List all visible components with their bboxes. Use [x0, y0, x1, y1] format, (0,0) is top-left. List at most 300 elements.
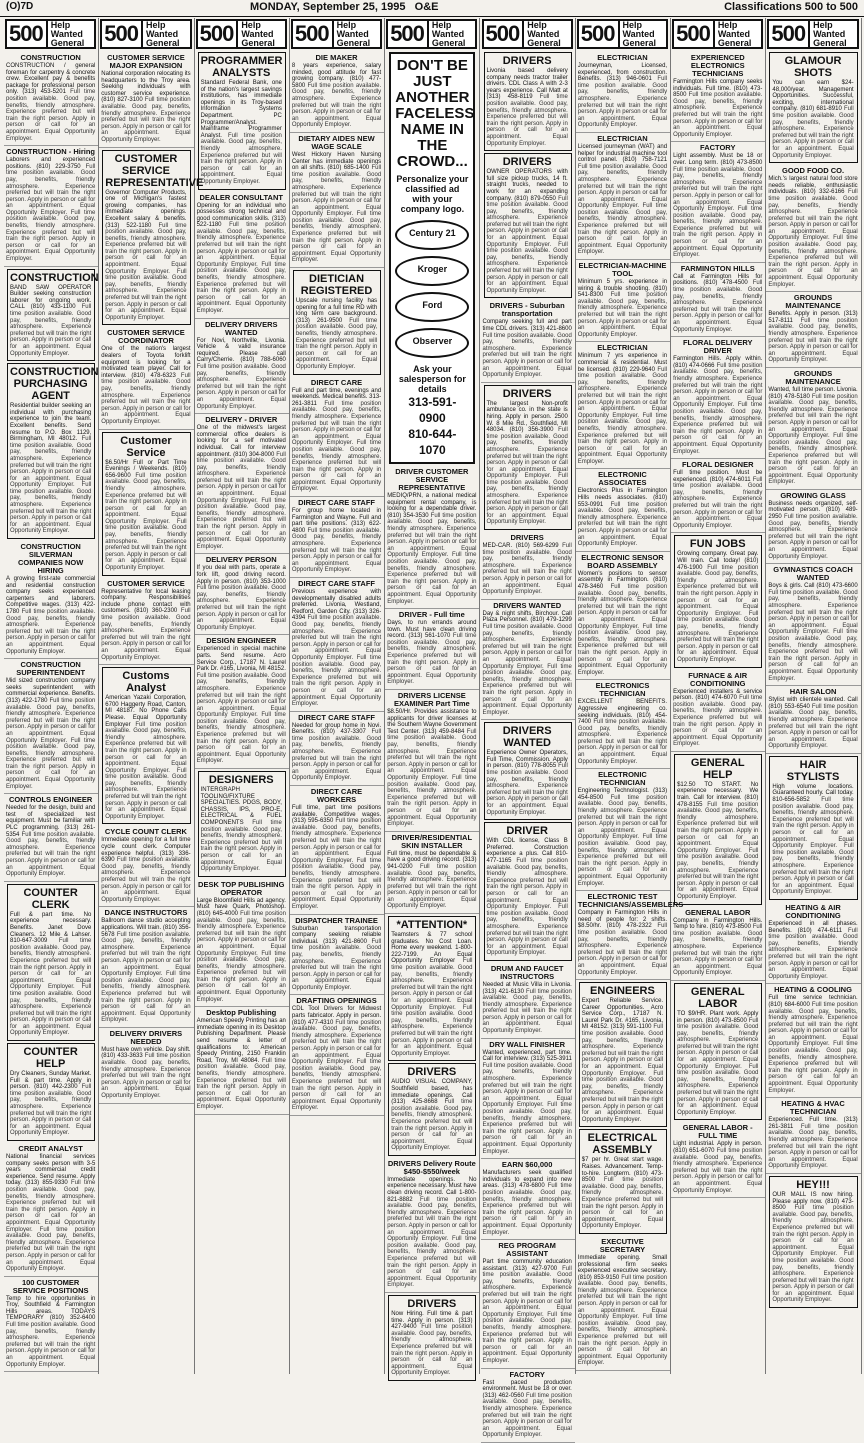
ad-body-continued: Full time position available. Good pay, benefits, friendly atmosphere. Experience preferred but will train the right person. Apply in person or call for an appointment. Equal Opportunity Employer. — [101, 608, 191, 661]
ad-body: Days, to run errands around town. Must have clean driving record. (313) 561-1070 — [387, 620, 477, 640]
ad-body: OWNER OPERATORS with full size pickup trucks, 14 ft. straight trucks, needed to work for an expanding company. (810) 879-0550 — [486, 169, 568, 202]
classified-ad — [671, 52, 765, 142]
section-banner — [386, 19, 477, 49]
ad-body: Company in Farmington Hills in need of people for: 2 shifts. $8.50/hr. (810) 478-2322 — [577, 910, 668, 930]
ad-body-continued: Full time position available. Good pay, benefits, friendly atmosphere. Experience preferred but will train the right person. Apply in person or call for an appointment. Equal Opportunity Employer. — [577, 292, 668, 338]
ad-body-continued: Full time position available. Good pay, benefits, friendly atmosphere. Experience preferred but will train the right person. Apply in person or call for an appointment. Equal Opportunity Employer. — [10, 1084, 92, 1137]
ad-heading: DRIVERS — [502, 55, 552, 67]
ad-body-continued: Full time position available. Good pay, benefits, friendly atmosphere. Experience preferred but will train the right person. Apply in person or call for an appointment. Equal Opportunity Employer. Full time position available. Good pay, benefits, friendly atmosphere. Experience preferred but will train the right person. Apply in person or call for an appointment. Equal Opportunity Employer. — [677, 801, 759, 900]
ad-body: High volume locations. Guaranteed hourly. Call today. 810-656-5852 — [772, 783, 854, 804]
ad-body-continued: Full time position available. Good pay, benefits, friendly atmosphere. Experience preferred but will train the right person. Apply in person or call for an appointment. Equal Opportunity Employer. Full time position available. Good pay, benefits, friendly atmosphere. Experience preferred but will train the right person. Apply in person or call for an appointment. Equal Opportunity Employer. — [196, 451, 286, 550]
ad-heading: DIRECT CARE — [310, 377, 363, 387]
ad-heading: FACTORY — [700, 143, 736, 153]
classified-ad — [388, 1295, 476, 1381]
classified-ad — [674, 754, 762, 905]
ad-body-continued: Full time position available. Good pay, benefits, friendly atmosphere. Experience preferred but will train the right person. Apply in person or call for an appointment. Equal Opportunity Employer. — [482, 1392, 572, 1439]
classified-ad — [576, 52, 670, 133]
ad-body-continued: Full time position available. Good pay, benefits, friendly atmosphere. Experience preferred but will train the right person. Apply in person or call for an appointment. Equal Opportunity Employer. — [291, 729, 382, 782]
ad-body-continued: Full time position available. Good pay, benefits, friendly atmosphere. Experience preferred but will train the right person. Apply in person or call for an appointment. Equal Opportunity Employer. — [482, 988, 572, 1035]
ad-body: Ballroom dance studio accepting applications. Will train. (810) 356-5678 — [101, 918, 191, 938]
ad-heading: DELIVERY DRIVERS WANTED — [204, 319, 278, 337]
ad-heading: DELIVERY DRIVERS NEEDED — [109, 1028, 183, 1046]
classified-ad — [481, 1039, 575, 1160]
classified-ad — [290, 377, 384, 498]
ad-heading: CYCLE COUNT CLERK — [104, 827, 187, 837]
column-9 — [766, 18, 861, 1374]
ad-body-continued: Full time position available. Good pay, benefits, friendly atmosphere. Experience preferred but will train the right person. Apply in person or call for an appointment. Equal Opportunity Employer. — [673, 92, 763, 138]
masthead — [0, 0, 864, 17]
ad-body: Electronics Plus in Farmington Hills needs associates. (810) 553-0991 — [577, 488, 668, 508]
company-logo: Century 21 — [395, 220, 469, 250]
ad-body-continued: Full time position available. Good pay, benefits, friendly atmosphere. Experience preferred but will train the right person. Apply in person or call for an appointment. Equal Opportunity Employer. Full time position available. Good pay, benefits, friendly atmosphere. Experience preferred but will train the right person. Apply in person or call for an appointment. Equal Opportunity Employer. — [673, 166, 763, 259]
banner-label: Help Wanted General — [522, 21, 571, 48]
ad-heading: DRY WALL FINISHER — [489, 1039, 565, 1049]
ad-body-continued: Full time position available. Good pay, benefits, friendly atmosphere. Experience preferred but will train the right person. Apply in person or call for an appointment. Equal Opportunity Employer. Full time position available. Good pay, benefits, friendly atmosphere. Experience preferred but will train the right person. Apply in person or call for an appointment. Equal Opportunity Employer. — [291, 400, 382, 493]
ad-body: Stylist with clientele wanted. Call (810) 553-6540 — [768, 697, 858, 710]
ad-heading: DRIVERS — [407, 1066, 457, 1079]
classified-ad — [576, 552, 670, 681]
promo-headline: DON'T BE JUST ANOTHER FACELESS NAME IN THE CROWD... — [395, 57, 475, 170]
ad-body-continued: Full time position available. Good pay, benefits, friendly atmosphere. Experience preferred but will train the right person. Apply in person or call for an appointment. Equal Opportunity Employer. — [772, 106, 854, 159]
classified-ad — [576, 680, 670, 769]
ad-heading: DRIVER - Full time — [398, 610, 465, 620]
ad-body: Farmington Hills company seeks individuals. Full time. (810) 473-8500 — [673, 79, 763, 99]
page-date: MONDAY, September 25, 1995 O&E — [250, 1, 439, 13]
ad-body: Experienced. Full time. (313) 261-3811 — [768, 1117, 858, 1130]
ad-heading: CONSTRUCTION SILVERMAN COMPANIES NOW HIRING — [18, 542, 84, 576]
ad-body-continued: Full time position available. Good pay, benefits, friendly atmosphere. Experience preferred but will train the right person. Apply in person or call for an appointment. Equal Opportunity Employer. Full time position available. Good pay, benefits, friendly atmosphere. Experience preferred but will train the right person. Apply in person or call for an appointment. Equal Opportunity Employer. — [677, 1017, 759, 1116]
classified-ad — [579, 982, 667, 1127]
ad-heading: ENGINEERS — [590, 985, 655, 998]
ad-body: $12.50 TO START. No experience necessary. We train. Call for interview. (810) 478-8155 — [677, 781, 759, 808]
ad-heading: GROWING GLASS — [780, 490, 846, 500]
ad-body-continued: Full time position available. Good pay, benefits, friendly atmosphere. Experience preferred but will train the right person. Apply in person or call for an appointment. Equal Opportunity Employer. Full time position available. Good pay, benefits, friendly atmosphere. Experience preferred but will train the right person. Apply in person or call for an appointment. Equal Opportunity Employer. — [10, 938, 92, 1037]
ad-heading: ELECTRICAL ASSEMBLY — [587, 1132, 658, 1157]
ad-heading: FARMINGTON HILLS — [680, 263, 755, 273]
classified-ad — [484, 722, 572, 820]
ad-heading: GROUNDS MAINTENANCE — [785, 293, 841, 311]
ad-body-continued: Full time position available. Good pay, benefits, friendly atmosphere. Experience preferred but will train the right person. Apply in person or call for an appointment. Equal Opportunity Employer. Full time position available. Good pay, benefits, friendly atmosphere. Experience preferred but will train the right person. Apply in person or call for an appointment. Equal Opportunity Employer. — [387, 728, 477, 828]
ad-heading: ELECTRONIC TECHNICIAN — [598, 770, 647, 788]
ad-body: Farmington Hills. Apply within. (810) 474-0666 — [673, 356, 763, 369]
ad-body-continued: Full time position available. Good pay, benefits, friendly atmosphere. Experience preferred but will train the right person. Apply in person or call for an appointment. Equal Opportunity Employer. — [482, 1183, 572, 1236]
classified-ad — [388, 1063, 476, 1156]
ad-body: $8.50/Hr. Provides assistance to applicants for driver licenses at the Southern Wayne Government Test Center. (313) 459-8484 — [387, 709, 477, 735]
ad-body: CONSTRUCTION / general foreman for carpentry & concrete crew. Excellent pay & benefits package for professional person only. (313) 453-5201 — [6, 63, 96, 96]
ad-body-continued: Full time position available. Good pay, benefits, friendly atmosphere. Experience preferred but will train the right person. Apply in person or call for an appointment. Equal Opportunity Employer. Full time position available. Good pay, benefits, friendly atmosphere. Experience preferred but will train the right person. Apply in person or call for an appointment. Equal Opportunity Employer. — [577, 584, 668, 676]
ad-body: Teamsters & 77 school graduates. No Cost Loan. Home every weekend. 1-800-222-7199. An Equal Opportunity Employer — [391, 932, 473, 965]
ad-body-continued: Full time position available. Good pay, benefits, friendly atmosphere. Experience preferred but will train the right person. Apply in person or call for an appointment. Equal Opportunity Employer. — [768, 514, 858, 560]
classified-ad — [195, 192, 289, 319]
banner-number: 500 — [9, 21, 43, 46]
ad-heading: GENERAL HELP — [690, 756, 745, 781]
classified-ad — [198, 771, 286, 877]
classified-ad — [576, 769, 670, 891]
ad-body-continued: Full time position available. Good pay, benefits, friendly atmosphere. Experience preferred but will train the right person. Apply in person or call for an appointment. Equal Opportunity Employer. — [482, 332, 572, 379]
ad-body: Upscale nursing facility has opening for a full time RD with long term care background. (313) 261-9500 — [295, 298, 378, 324]
classified-ad — [769, 756, 857, 900]
ad-body: If you deal with parts, operate a fork lift, good driving record. Apply in person. (810) 353-1000 — [196, 565, 286, 585]
classified-ad — [99, 578, 193, 666]
ad-body-continued: Full time position available. Good pay, benefits, friendly atmosphere. Experience preferred but will train the right person. Apply in person or call for an appointment. Equal Opportunity Employer. Full time position available. Good pay, benefits, friendly atmosphere. Experience preferred but will train the right person. Apply in person or call for an appointment. Equal Opportunity Employer. — [196, 672, 286, 765]
ad-body-continued: Full time position available. Good pay, benefits, friendly atmosphere. Experience preferred but will train the right person. Apply in person or call for an appointment. Equal Opportunity Employer. Full time position available. Good pay, benefits, friendly atmosphere. Experience preferred but will train the right person. Apply in person or call for an appointment. Equal Opportunity Employer. — [387, 1196, 477, 1289]
ad-heading: HAIR STYLISTS — [786, 758, 840, 783]
classified-ad — [766, 564, 860, 686]
classified-ad — [195, 635, 289, 769]
ad-body-continued: Full time position available. Good pay, benefits, friendly atmosphere. Experience preferred but will train the right person. Apply in person or call for an appointment. Equal Opportunity Employer. Full time position available. Good pay, benefits, friendly atmosphere. Experience preferred but will train the right person. Apply in person or call for an appointment. Equal Opportunity Employer. — [677, 564, 759, 663]
banner-label: Help Wanted General — [236, 21, 285, 48]
ad-body: Engineering Technologist. (313) 454-8500 — [577, 788, 668, 801]
ad-body: Expert Reliable Service. Career Opportunities. Acro Service Corp., 17187 N. Laurel Park Dr. #165, Livonia, MI 48152. (313) 591-1100 — [581, 998, 664, 1031]
banner-label: Help Wanted General — [808, 21, 857, 48]
ad-body: One of the midwest's largest commercial office dealers is looking for a self motivated individual. Call for interview appointment. (810) 304-8000 — [196, 425, 286, 458]
classified-ad — [671, 670, 765, 752]
ad-body-continued: Full time position available. Good pay, benefits, friendly atmosphere. Experience preferred but will train the right person. Apply in person or call for an appointment. Equal Opportunity Employer. — [577, 76, 668, 129]
ad-body: Full time service technician. (810) 684-6000 — [768, 995, 858, 1008]
ad-heading: CONSTRUCTION SUPERINTENDENT — [16, 660, 86, 678]
ad-heading: DESIGN ENGINEER — [206, 636, 277, 646]
ad-body: Standard Federal Bank, one of the nation's largest savings institutions, has immediate openings in its Troy-based Information Systems Department. PC Programmer/Analyst. Mainframe Programmer Analyst. — [200, 80, 282, 139]
ad-body-continued: Full time position available. Good pay, benefits, friendly atmosphere. Experience preferred but will train the right person. Apply in person or call for an appointment. Equal Opportunity Employer. Full time position available. Good pay, benefits, friendly atmosphere. Experience preferred but will train the right person. Apply in person or call for an appointment. Equal Opportunity Employer. — [768, 393, 858, 486]
ad-body: Boys & girls. Call (810) 473-6600 — [768, 583, 858, 590]
classified-ad — [671, 459, 765, 533]
classified-ad — [7, 269, 99, 362]
ad-body-continued: Full time position available. Good pay, benefits, friendly atmosphere. Experience preferred but will train the right person. Apply in person or call for an appointment. Equal Opportunity Employer. Full time position available. Good pay, benefits, friendly atmosphere. Experience preferred but will train the right person. Apply in person or call for an appointment. Equal Opportunity Employer. — [105, 472, 187, 572]
section-banner — [577, 19, 668, 49]
classified-ad — [99, 826, 193, 907]
ad-body: Full and part time, evenings and weekends. Medical benefits. 313-261-3811 — [291, 387, 382, 407]
ad-body-continued: Full time position available. Good pay, benefits, friendly atmosphere. Experience preferred but will train the right person. Apply in person or call for an appointment. Equal Opportunity Employer. — [6, 89, 96, 142]
classified-ad — [4, 1277, 98, 1373]
ad-heading: CONTROLS ENGINEER — [8, 795, 93, 805]
classified-ad — [484, 52, 572, 151]
ad-heading: CONSTRUCTION - Hiring — [6, 147, 96, 157]
banner-label: Help Wanted General — [332, 21, 381, 48]
ad-body-continued: Full time position available. Good pay, benefits, friendly atmosphere. Experience preferred but will train the right person. Apply in person or call for an appointment. Equal Opportunity Employer. — [101, 97, 191, 143]
ad-heading: Customs Analyst — [122, 670, 170, 695]
ad-heading: CONSTRUCTION — [10, 271, 99, 284]
ad-body-continued: Full time position available. Good pay, benefits, friendly atmosphere. Experience preferred but will train the right person. Apply in person or call for an appointment. Equal Opportunity Employer. Full time position available. Good pay, benefits, friendly atmosphere. Experience preferred but will train the right person. Apply in person or call for an appointment. Equal Opportunity Employer. — [291, 818, 382, 910]
ad-body: Previous experience with developmentally disabled adults preferred. Livonia, Westland, Redford, Garden City. (313) 326-4394 — [291, 589, 382, 622]
ad-heading: DRIVERS LICENSE EXAMINER Part Time — [393, 691, 470, 709]
ad-body: A growing first-rate commercial and residential construction company seeks experienced carpenters and laborers. Competitive wages. (313) 422-1780 — [6, 576, 96, 615]
ad-heading: DIETARY AIDES NEW WAGE SCALE — [298, 133, 375, 151]
ad-body-continued: Full time position available. Good pay, benefits, friendly atmosphere. Experience preferred but will train the right person. Apply in person or call for an appointment. Equal Opportunity Employer. — [101, 857, 191, 903]
ad-body-continued: Full time position available. Good pay, benefits, friendly atmosphere. Experience preferred but will train the right person. Apply in person or call for an appointment. Equal Opportunity Employer. Full time position available. Good pay, benefits, friendly atmosphere. Experience preferred but will train the right person. Apply in person or call for an appointment. Equal Opportunity Employer. — [581, 1024, 664, 1123]
ad-heading: ELECTRICIAN — [597, 343, 648, 353]
ad-body: Company in Farmington Hills. Temp to hire. (810) 473-8500 — [673, 917, 763, 931]
ad-body-continued: Full time position available. Good pay, benefits, friendly atmosphere. Experience preferred but will train the right person. Apply in person or call for an appointment. Equal Opportunity Employer. Full time position available. Good pay, benefits, friendly atmosphere. Experience preferred but will train the right person. Apply in person or call for an appointment. Equal Opportunity Employer. — [577, 1274, 668, 1367]
classified-ad — [4, 1143, 98, 1277]
ad-body: BAND SAW OPERATOR Builder seeking construction laborer for ongoing work. CALL (810) 433-1100 — [10, 284, 92, 311]
banner-label: Help Wanted General — [141, 21, 190, 48]
ad-body: National corporation relocating its headquarters to the Troy area. Seeking individuals with customer service experience. (810) 827-3100 — [101, 71, 191, 104]
ad-body: Laborers and experienced positions. (810) 229-3750 — [6, 157, 96, 170]
column-6 — [481, 18, 576, 1439]
ad-body: $6.50/Hr Full or Part Time Evenings / Weekends. (810) 656-9600 — [105, 459, 187, 479]
column-2 — [99, 18, 204, 1374]
ad-body-continued: Full time position available. Good pay, benefits, friendly atmosphere. Experience preferred but will train the right person. Apply in person or call for an appointment. Equal Opportunity Employer. Full time position available. Good pay, benefits, friendly atmosphere. Experience preferred but will train the right person. Apply in person or call for an appointment. Equal Opportunity Employer. — [6, 697, 96, 790]
ad-heading: ELECTRICIAN — [597, 53, 648, 62]
classified-ad — [484, 385, 572, 530]
classified-ad — [195, 414, 289, 554]
ad-body-continued: Full time position available. Good pay, benefits, friendly atmosphere. Experience preferred but will train the right person. Apply in person or call for an appointment. Equal Opportunity Employer. Full time position available. Good pay, benefits, friendly atmosphere. Experience preferred but will train the right person. Apply in person or call for an appointment. Equal Opportunity Employer. — [486, 195, 568, 294]
ad-heading: GENERAL LABOR — [685, 907, 751, 917]
ad-body: Call at Farmington Hills for positions. (810) 478-4500 — [673, 273, 763, 287]
promo-phone: 313-591-0900 — [408, 395, 457, 425]
section-banner — [196, 19, 287, 49]
section-banner — [672, 19, 763, 49]
ad-heading: GROUNDS MAINTENANCE — [785, 368, 841, 386]
ad-body-continued: Full time position available. Good pay, benefits, friendly atmosphere. Experience preferred but will train the right person. Apply in person or call for an appointment. Equal Opportunity Employer. — [196, 363, 286, 410]
classified-ad — [576, 891, 684, 980]
ad-heading: FURNACE & AIR CONDITIONING — [688, 670, 748, 688]
ad-heading: EARN $60,000 — [501, 1160, 553, 1170]
section-banner — [482, 19, 573, 49]
ad-heading: HEATING & HVAC TECHNICIAN — [781, 1099, 845, 1117]
classified-ad — [671, 1122, 765, 1198]
classified-ad — [674, 535, 762, 667]
ad-heading: DISPATCHER TRAINEE — [295, 915, 378, 925]
classified-ad — [7, 1043, 95, 1141]
classified-ad — [576, 1236, 670, 1371]
classified-ad — [576, 342, 670, 469]
ad-body: Now Hiring. Full time & part time. Apply in person. (313) 427-9400 — [391, 1310, 473, 1331]
ad-heading: DIRECT CARE STAFF — [298, 498, 376, 508]
ad-body-continued: Full time position available. Good pay, benefits, friendly atmosphere. Experience preferred but will train the right person. Apply in person or call for an appointment. Equal Opportunity Employer. Full time position available. Good pay, benefits, friendly atmosphere. Experience preferred but will train the right person. Apply in person or call for an appointment. Equal Opportunity Employer. — [482, 1265, 572, 1364]
ad-body-continued: Full time position available. Good pay, benefits, friendly atmosphere. Experience preferred but will train the right person. Apply in person or call for an appointment. Equal Opportunity Employer. — [200, 132, 282, 185]
classified-ad — [769, 52, 857, 163]
ad-body: One of the nation's largest dealers of Toyota forklift equipment is looking for a motivated team player. Call for interview. (810) 478-6323 — [101, 346, 191, 379]
classified-ad — [576, 469, 670, 551]
ad-heading: HEATING & AIR CONDITIONING — [785, 902, 841, 920]
ad-body-continued: Full time position available. Good pay, benefits, friendly atmosphere. Experience preferred but will train the right person. Apply in person or call for an appointment. Equal Opportunity Employer. Full time position available. Good pay, benefits, friendly atmosphere. Experience preferred but will train the right person. Apply in person or call for an appointment. Equal Opportunity Employer. — [196, 222, 286, 314]
ad-body: Company seeking full and part time CDL drivers. (313) 421-8600 — [482, 319, 572, 332]
classified-ad — [484, 822, 572, 961]
ad-body: OUR MALL IS now hiring. Please apply now. (810) 473-8500 — [772, 1191, 854, 1212]
banner-number: 500 — [676, 21, 710, 46]
classified-ad — [4, 541, 98, 659]
ad-heading: Customer Service — [120, 434, 172, 459]
classified-ad — [576, 133, 670, 260]
ad-body-continued: Full time position available. Good pay, benefits, friendly atmosphere. Experience preferred but will train the right person. Apply in person or call for an appointment. Equal Opportunity Employer. — [291, 82, 382, 129]
ad-heading: ELECTRICIAN-MACHINE TOOL — [578, 261, 667, 279]
classified-ad — [4, 659, 98, 794]
classified-ad — [481, 963, 575, 1039]
ad-body: American Yazaki Corporation, 6700 Haggerty Road, Canton, MI 48187. No Phone Calls Please. Equal Opportunity Employer — [105, 695, 187, 728]
ad-heading: DIRECT CARE STAFF — [298, 579, 376, 588]
ad-heading: DIRECT CARE STAFF — [298, 712, 376, 722]
ad-body-continued: Full time position available. Good pay, benefits, friendly atmosphere. Experience preferred but will train the right person. Apply in person or call for an appointment. Equal Opportunity Employer. Full time position available. Good pay, benefits, friendly atmosphere. Experience preferred but will train the right person. Apply in person or call for an appointment. Equal Opportunity Employer. — [105, 721, 187, 820]
classified-ad — [290, 578, 384, 712]
ad-heading: DRIVERS — [502, 156, 552, 169]
ad-body: Experience Owner Operators, Full Time, Commission. Apply in person. (810) 778-8055 — [486, 750, 568, 770]
ad-body-continued: Full time position available. Good pay, benefits, friendly atmosphere. Experience preferred but will train the right person. Apply in person or call for an appointment. Equal Opportunity Employer. — [768, 927, 858, 980]
classified-ad — [99, 327, 193, 429]
classified-ad — [481, 1159, 575, 1240]
ad-heading: GOOD FOOD CO. — [781, 166, 845, 176]
ad-body-continued: Full time position available. Good pay, benefits, friendly atmosphere. Experience preferred but will train the right person. Apply in person or call for an appointment. Equal Opportunity Employer. — [768, 703, 858, 750]
ad-heading: DRIVERS WANTED — [502, 725, 552, 750]
ad-body: Growing company. Great pay. Will train. Call today! (810) 476-1900 — [677, 551, 759, 571]
classified-ad — [766, 165, 860, 292]
classified-ad — [671, 907, 765, 981]
classified-ad — [481, 532, 575, 600]
ad-body: Mid sized construction company seeks superintendent with commercial experience. Benefits. (313) 422-1780 — [6, 678, 96, 704]
ad-body: With CDL license, Class B Preferred. Construction experience a plus. Call 810-477-1165 — [486, 838, 568, 864]
ad-body-continued: Full time position available. Good pay, benefits, friendly atmosphere. Experience preferred but will train the right person. Apply in person or call for an appointment. Equal Opportunity Employer. — [768, 1123, 858, 1170]
ad-body: Large Bloomfield Hills ad agency. Must have Quark, Photoshop. (810) 645-4000 — [196, 897, 286, 917]
ad-heading: Desktop Publishing — [206, 1008, 277, 1018]
classified-ad — [290, 52, 384, 133]
ad-body-continued: Full time position available. Good pay, benefits, friendly atmosphere. Experience preferred but will train the right person. Apply in person or call for an appointment. Equal Opportunity Employer. — [387, 863, 477, 910]
ad-heading: DRIVERS — [407, 1297, 457, 1310]
ad-body: MED-CAR. (810) 569-6299 — [482, 543, 559, 550]
ad-body-continued: Full time position available. Good pay, benefits, friendly atmosphere. Experience preferred but will train the right person. Apply in person or call for an appointment. Equal Opportunity Employer. — [196, 585, 286, 631]
classified-ad — [766, 368, 860, 490]
column-5 — [385, 18, 480, 1377]
ad-body: INTERGRAPH TOOLING/FIXTURE SPECIALTIES. PDGS, BODY, CHASSIS, IPS, PRO-E, ELECTRICAL & FUEL COMPONENTS — [200, 787, 282, 826]
ad-body: Needed at Music Villa in Livonia. (313) 421-6130 — [482, 981, 572, 995]
classified-ad — [290, 915, 384, 996]
ad-heading: DIETICIAN REGISTERED — [300, 273, 373, 298]
ad-body-continued: Full time position available. Good pay, benefits, friendly atmosphere. Experience preferred but will train the right person. Apply in person or call for an appointment. Equal Opportunity Employer. Full time position available. Good pay, benefits, friendly atmosphere. Experience preferred but will train the right person. Apply in person or call for an appointment. Equal Opportunity Employer. — [768, 189, 858, 288]
ad-body: Immediate openings. No experience necessary. Must have clean driving record. Call 1-800-821-8882 — [387, 1176, 477, 1203]
ad-body-continued: Full time position available. Good pay, benefits, friendly atmosphere. Experience preferred but will train the right person. Apply in person or call for an appointment. Equal Opportunity Employer. Full time position available. Good pay, benefits, friendly atmosphere. Experience preferred but will train the right person. Apply in person or call for an appointment. Equal Opportunity Employer. — [577, 794, 668, 887]
ad-body-continued: Full time position available. Good pay, benefits, friendly atmosphere. Experience preferred but will train the right person. Apply in person or call for an appointment. Equal Opportunity Employer. — [6, 1322, 96, 1368]
section-title: Classifications 500 to 500 — [724, 1, 858, 13]
company-logo: Kroger — [395, 256, 469, 286]
ad-body: Day & night shifts, Birchour. Call Plaza Personnel. (810) 479-1299 — [482, 610, 572, 624]
ad-heading: GYMNASTICS COACH WANTED — [773, 565, 853, 583]
classified-ad — [671, 337, 765, 459]
classified-ad — [385, 690, 479, 832]
ad-body: MEDIQ/PRN, a national medical equipment rental company, is looking for a dependable driver. (810) 354-3530 — [387, 493, 477, 519]
ad-heading: DRIVER/RESIDENTIAL SKIN INSTALLER — [391, 832, 473, 850]
ad-body: Needed for the design, build and test of specialized test equipment. Must be familiar with PLC programming. (313) 261-5354 — [6, 805, 96, 838]
company-logo: Ford — [395, 292, 469, 322]
section-banner — [5, 19, 96, 49]
ad-heading: HAIR SALON — [789, 687, 837, 697]
classified-ad — [102, 667, 190, 824]
ad-body-continued: Full time position available. Good pay, benefits, friendly atmosphere. Experience preferred but will train the right person. Apply in person or call for an appointment. Equal Opportunity Employer. Full time position available. Good pay, benefits, friendly atmosphere. Experience preferred but will train the right person. Apply in person or call for an appointment. Equal Opportunity Employer. — [105, 222, 187, 321]
promo-footer: Ask your salesperson for details — [398, 364, 466, 394]
ad-heading: FLORAL DESIGNER — [681, 460, 754, 470]
ad-body: The largest Non-profit ambulance co. in the state is hiring. Apply in person. 2500 W. 8 Mile Rd., Southfield, MI 48034. (810) 356-3900 — [486, 400, 568, 434]
classified-ad — [385, 1158, 479, 1293]
company-logo: Observer — [395, 328, 469, 358]
ad-heading: EXECUTIVE SECRETARY — [599, 1236, 646, 1254]
ad-body-continued: Full time position available. Good pay, benefits, friendly atmosphere. Experience preferred but will train the right person. Apply in person or call for an appointment. Equal Opportunity Employer. — [673, 924, 763, 977]
classified-ad — [579, 1129, 667, 1234]
ad-body-continued: Full time position available. Good pay, benefits, friendly atmosphere. Experience preferred but will train the right person. Apply in person or call for an appointment. Equal Opportunity Employer. — [673, 476, 763, 529]
classified-ad — [99, 1028, 193, 1104]
ad-body: Full time, must be dependable & have a good driving record. (313) 941-0200 — [387, 850, 477, 870]
classified-ad — [766, 490, 860, 564]
ad-heading: HEATING & COOLING — [774, 985, 852, 995]
ad-body: Light assembly. Must be 18 or over. Long term. (810) 473-8500 — [673, 153, 763, 166]
ad-body: Part time community education assistant. (313) 427-9700 — [482, 1259, 572, 1272]
ad-heading: DRIVERS — [510, 533, 544, 543]
ad-body-continued: Full time position available. Good pay, benefits, friendly atmosphere. Experience preferred but will train the right person. Apply in person or call for an appointment. Equal Opportunity Employer. Full time position available. Good pay, benefits, friendly atmosphere. Experience preferred but will train the right person. Apply in person or call for an appointment. Equal Opportunity Employer. — [768, 1001, 858, 1094]
ad-body: Suburban transportation company seeking reliable individual. (313) 421-8600 — [291, 925, 382, 945]
ad-body: National financial services company seeks person with 3-5 years commercial credit experience. Send resume. Apply today. (313) 855-9330 — [6, 1154, 96, 1187]
ad-body-continued: Full time position available. Good pay, benefits, friendly atmosphere. Experience preferred but will train the right person. Apply in person or call for an appointment. Equal Opportunity Employer. Full time position available. Good pay, benefits, friendly atmosphere. Experience preferred but will train the right person. Apply in person or call for an appointment. Equal Opportunity Employer. — [486, 858, 568, 957]
ad-body-continued: Full time position available. Good pay, benefits, friendly atmosphere. Experience preferred but will train the right person. Apply in person or call for an appointment. Equal Opportunity Employer. — [200, 820, 282, 873]
ad-body-continued: Full time position available. Good pay, benefits, friendly atmosphere. Experience preferred but will train the right person. Apply in person or call for an appointment. Equal Opportunity Employer. Full time position available. Good pay, benefits, friendly atmosphere. Experience preferred but will train the right person. Apply in person or call for an appointment. Equal Opportunity Employer. — [196, 910, 286, 1003]
classified-ad — [4, 146, 98, 267]
banner-number: 500 — [104, 21, 139, 46]
ad-body: TO $9/HR. Plant work. Apply in person. (810) 473-8500 — [677, 1010, 759, 1024]
promo-phone: 810-644-1070 — [408, 427, 457, 457]
ad-body: Full & part time. No experience necessary. Benefits. Janet Dove Cleaners. 12 Mile & Lahser. 810-647-3009 — [10, 911, 92, 945]
classified-ad — [484, 153, 572, 298]
banner-label: Help Wanted General — [618, 21, 667, 48]
ad-body-continued: Full time position available. Good pay, benefits, friendly atmosphere. Experience preferred but will train the right person. Apply in person or call for an appointment. Equal Opportunity Employer. — [387, 633, 477, 686]
ad-body: CDL Tool Drivers for Midwest parts fabricator. Apply in person. (810) 477-4310 — [291, 1006, 382, 1026]
ad-body: Governor Computer Products, one of Michigan's fastest growing companies, has immediate openings. Excellent salary & benefits. (313) 522-1180 — [105, 189, 187, 229]
promo-box — [389, 52, 475, 464]
ad-body: Wanted, experienced, part time. Call for interview. (313) 525-3911 — [482, 1049, 572, 1063]
ad-heading: DRIVERS — [502, 387, 552, 400]
ad-body-continued: Full time position available. Good pay, benefits, friendly atmosphere. Experience preferred but will train the right person. Apply in person or call for an appointment. Equal Opportunity Employer. Full time position available. Good pay, benefits, friendly atmosphere. Experience preferred but will train the right person. Apply in person or call for an appointment. Equal Opportunity Employer. — [486, 427, 568, 526]
banner-number: 500 — [199, 21, 234, 46]
ad-heading: REG PROGRAM ASSISTANT — [498, 1241, 556, 1259]
classified-ad — [769, 1176, 857, 1308]
ad-body-continued: Full time position available. Good pay, benefits, friendly atmosphere. Experience preferred but will train the right person. Apply in person or call for an appointment. Equal Opportunity Employer. — [577, 923, 668, 976]
ad-heading: DRIVERS - Suburban transportation — [489, 301, 565, 319]
ad-body: Business needs organized, self-motivated person. (810) 489-2950 — [768, 500, 858, 521]
ad-heading: EXPERIENCED ELECTRONICS TECHNICIANS — [690, 53, 745, 78]
ad-heading: CONSTRUCTION — [20, 53, 81, 62]
classified-ad — [481, 1369, 575, 1443]
classified-ad — [99, 907, 193, 1028]
classified-ad — [674, 983, 762, 1121]
ad-body: 8 years experience, salary minded, good attitude for fast growing company. (810) 477-5800 — [291, 63, 382, 89]
ad-heading: ELECTRONICS TECHNICIAN — [595, 681, 650, 699]
ad-body: Experienced in all phases. Benefits. (810) 474-6111 — [768, 920, 858, 934]
ad-body: Women's positions to sensor assembly in Farmington. (810) 478-3460 — [577, 570, 668, 590]
ad-heading: 100 CUSTOMER SERVICE POSITIONS — [12, 1277, 89, 1295]
classified-ad — [385, 832, 479, 914]
ad-body-continued: Full time position available. Good pay, benefits, friendly atmosphere. Experience preferred but will train the right person. Apply in person or call for an appointment. Equal Opportunity Employer. Full time position available. Good pay, benefits, friendly atmosphere. Experience preferred but will train the right person. Apply in person or call for an appointment. Equal Opportunity Employer. — [482, 1062, 572, 1155]
ad-body-continued: Full time position available. Good pay, benefits, friendly atmosphere. Experience preferred but will train the right person. Apply in person or call for an appointment. Equal Opportunity Employer. — [577, 501, 668, 548]
banner-number: 500 — [771, 21, 806, 46]
classified-ad — [99, 52, 193, 148]
ad-heading: COUNTER HELP — [23, 1046, 78, 1071]
ad-body-continued: Full time position available. Good pay, benefits, friendly atmosphere. Experience preferred but will train the right person. Apply in person or call for an appointment. Equal Opportunity Employer. Full time position available. Good pay, benefits, friendly atmosphere. Experience preferred but will train the right person. Apply in person or call for an appointment. Equal Opportunity Employer. — [387, 512, 477, 605]
ad-heading: HEY!!! — [796, 1178, 830, 1191]
ad-heading: DESIGNERS — [208, 774, 274, 787]
classified-ad — [766, 1098, 860, 1174]
ad-body: Dry Cleaners, Sunday Market. Full & part time. Apply in person. (810) 442-2300 — [10, 1071, 92, 1091]
classified-ad — [7, 363, 99, 539]
ad-body: Licensed journeyman (WAT) and helper for industrial machine tool control panel. (810) 758-7121 — [577, 143, 668, 164]
ad-heading: ELECTRONIC TEST TECHNICIANS/ASSEMBLERS — [577, 892, 684, 910]
ad-body: Full time, part time positions available. Competitive wages. (313) 595-6350 — [291, 805, 382, 825]
ad-heading: CUSTOMER SERVICE — [107, 578, 185, 588]
ad-body-continued: Full time position available. Good pay, benefits, friendly atmosphere. Experience preferred but will train the right person. Apply in person or call for an appointment. Equal Opportunity Employer. — [577, 719, 668, 765]
ad-body: Residential builder seeking an individual with purchasing experience to join the team. Excellent benefits. Send resume to P.O. Box 1129, Birmingham, MI 48012. — [10, 403, 92, 443]
classified-ad — [293, 270, 381, 375]
banner-number: 500 — [294, 21, 329, 46]
classified-ad — [576, 260, 670, 342]
ad-heading: *ATTENTION* — [396, 919, 468, 932]
ad-heading: ELECTRICIAN — [597, 133, 648, 143]
ad-body-continued: Full time position available. Good pay, benefits, friendly atmosphere. Experience preferred but will train the right person. Apply in person or call for an appointment. Equal Opportunity Employer. Full time position available. Good pay, benefits, friendly atmosphere. Experience preferred but will train the right person. Apply in person or call for an appointment. Equal Opportunity Employer. — [772, 1205, 854, 1304]
ad-body-continued: Full time position available. Good pay, benefits, friendly atmosphere. Experience preferred but will train the right person. Apply in person or call for an appointment. Equal Opportunity Employer. — [486, 94, 568, 147]
ad-heading: ELECTRONIC ASSOCIATES — [598, 470, 647, 488]
